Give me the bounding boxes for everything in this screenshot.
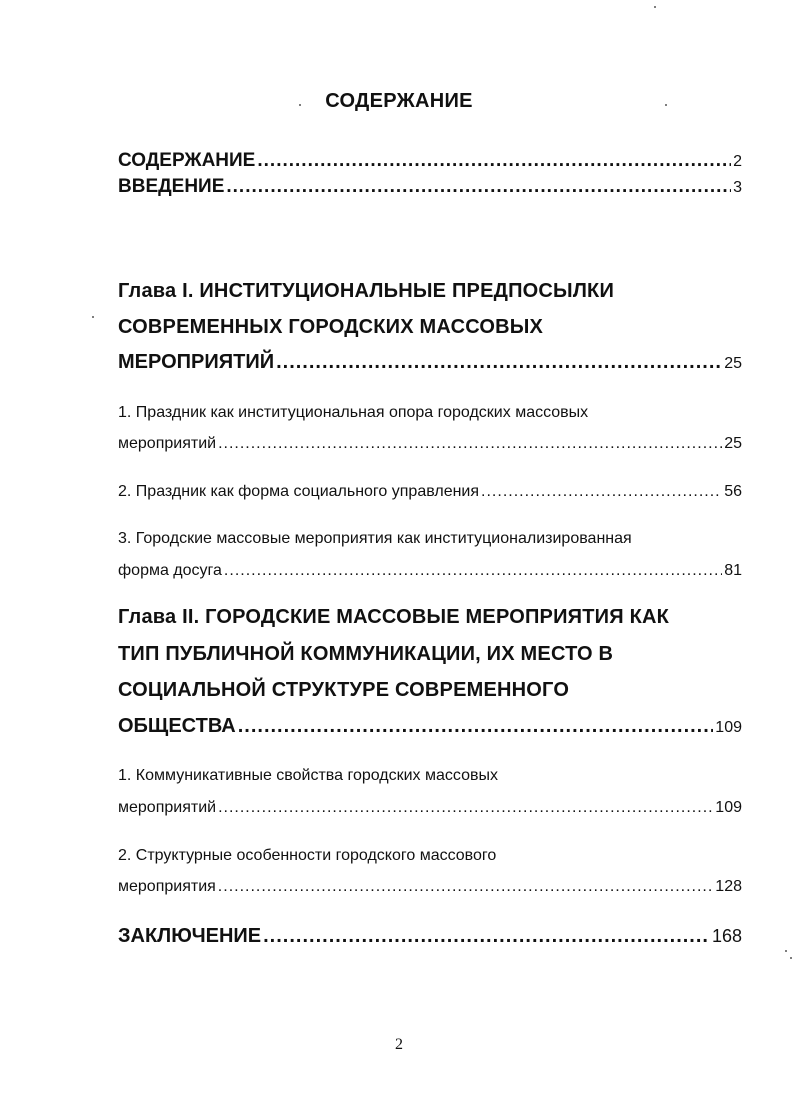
toc-entry-section-2-2[interactable]: [118, 878, 742, 896]
scan-speck: [92, 316, 94, 318]
dot-leader: [218, 799, 713, 817]
scan-speck: [299, 104, 301, 106]
toc-entry-label: ОБЩЕСТВА: [118, 715, 236, 737]
chapter2-heading-line[interactable]: Глава II. ГОРОДСКИЕ МАССОВЫЕ МЕРОПРИЯТИЯ КАК: [118, 606, 670, 628]
page-number: 2: [395, 1036, 403, 1053]
dot-leader: [257, 150, 731, 172]
toc-entry-conclusion[interactable]: [118, 925, 742, 948]
dot-leader: [481, 483, 722, 501]
dot-leader: [218, 435, 722, 453]
toc-entry-label: ЗАКЛЮЧЕНИЕ: [118, 925, 262, 947]
dot-leader: [238, 715, 714, 738]
scan-speck: [785, 950, 787, 952]
toc-entry-label: мероприятия: [118, 878, 216, 895]
section-2-1-line[interactable]: 1. Коммуникативные свойства городских массовых: [118, 767, 498, 784]
toc-page-number: 25: [724, 355, 742, 372]
scan-speck: [654, 6, 656, 8]
chapter2-heading-line[interactable]: СОЦИАЛЬНОЙ СТРУКТУРЕ СОВРЕМЕННОГО: [118, 679, 570, 701]
toc-page-number: 109: [715, 719, 742, 736]
toc-entry-section-2-1[interactable]: [118, 799, 742, 817]
chapter1-heading-line[interactable]: Глава I. ИНСТИТУЦИОНАЛЬНЫЕ ПРЕДПОСЫЛКИ: [118, 280, 615, 302]
chapter1-heading-line[interactable]: СОВРЕМЕННЫХ ГОРОДСКИХ МАССОВЫХ: [118, 316, 544, 338]
dot-leader: [226, 176, 731, 198]
chapter2-heading-line[interactable]: ТИП ПУБЛИЧНОЙ КОММУНИКАЦИИ, ИХ МЕСТО В: [118, 643, 614, 665]
toc-page-number: 3: [733, 179, 742, 196]
toc-entry-label: ВВЕДЕНИЕ: [118, 176, 225, 197]
toc-entry-label: форма досуга: [118, 562, 222, 579]
dot-leader: [263, 925, 710, 948]
toc-page-number: 128: [715, 878, 742, 895]
toc-page-number: 56: [724, 483, 742, 500]
page-title: СОДЕРЖАНИЕ: [325, 90, 473, 112]
toc-entry-chapter1[interactable]: [118, 351, 742, 374]
section-2-2-line[interactable]: 2. Структурные особенности городского массового: [118, 847, 497, 864]
section-1-3-line[interactable]: 3. Городские массовые мероприятия как институционализированная: [118, 530, 632, 547]
toc-entry-label: СОДЕРЖАНИЕ: [118, 150, 256, 171]
toc-entry-introduction[interactable]: [118, 176, 742, 198]
toc-entry-label: мероприятий: [118, 799, 217, 816]
toc-page-number: 2: [733, 153, 742, 170]
dot-leader: [276, 351, 722, 374]
toc-page-number: 168: [711, 926, 742, 946]
toc-page-number: 81: [724, 562, 742, 579]
section-1-1-line[interactable]: 1. Праздник как институциональная опора городских массовых: [118, 404, 589, 421]
toc-entry-label: МЕРОПРИЯТИЙ: [118, 351, 275, 373]
toc-entry-section-1-1[interactable]: [118, 435, 742, 453]
toc-entry-label: 2. Праздник как форма социального управления: [118, 483, 480, 500]
toc-entry-section-1-3[interactable]: [118, 562, 742, 580]
scan-speck: [790, 957, 792, 959]
dot-leader: [224, 562, 722, 580]
scan-speck: [665, 104, 667, 106]
toc-entry-contents[interactable]: [118, 150, 742, 172]
toc-entry-label: мероприятий: [118, 435, 217, 452]
dot-leader: [218, 878, 714, 896]
toc-entry-chapter2[interactable]: [118, 715, 742, 738]
toc-entry-section-1-2[interactable]: [118, 483, 742, 501]
toc-page-number: 25: [724, 435, 742, 452]
toc-page-number: 109: [715, 799, 742, 816]
